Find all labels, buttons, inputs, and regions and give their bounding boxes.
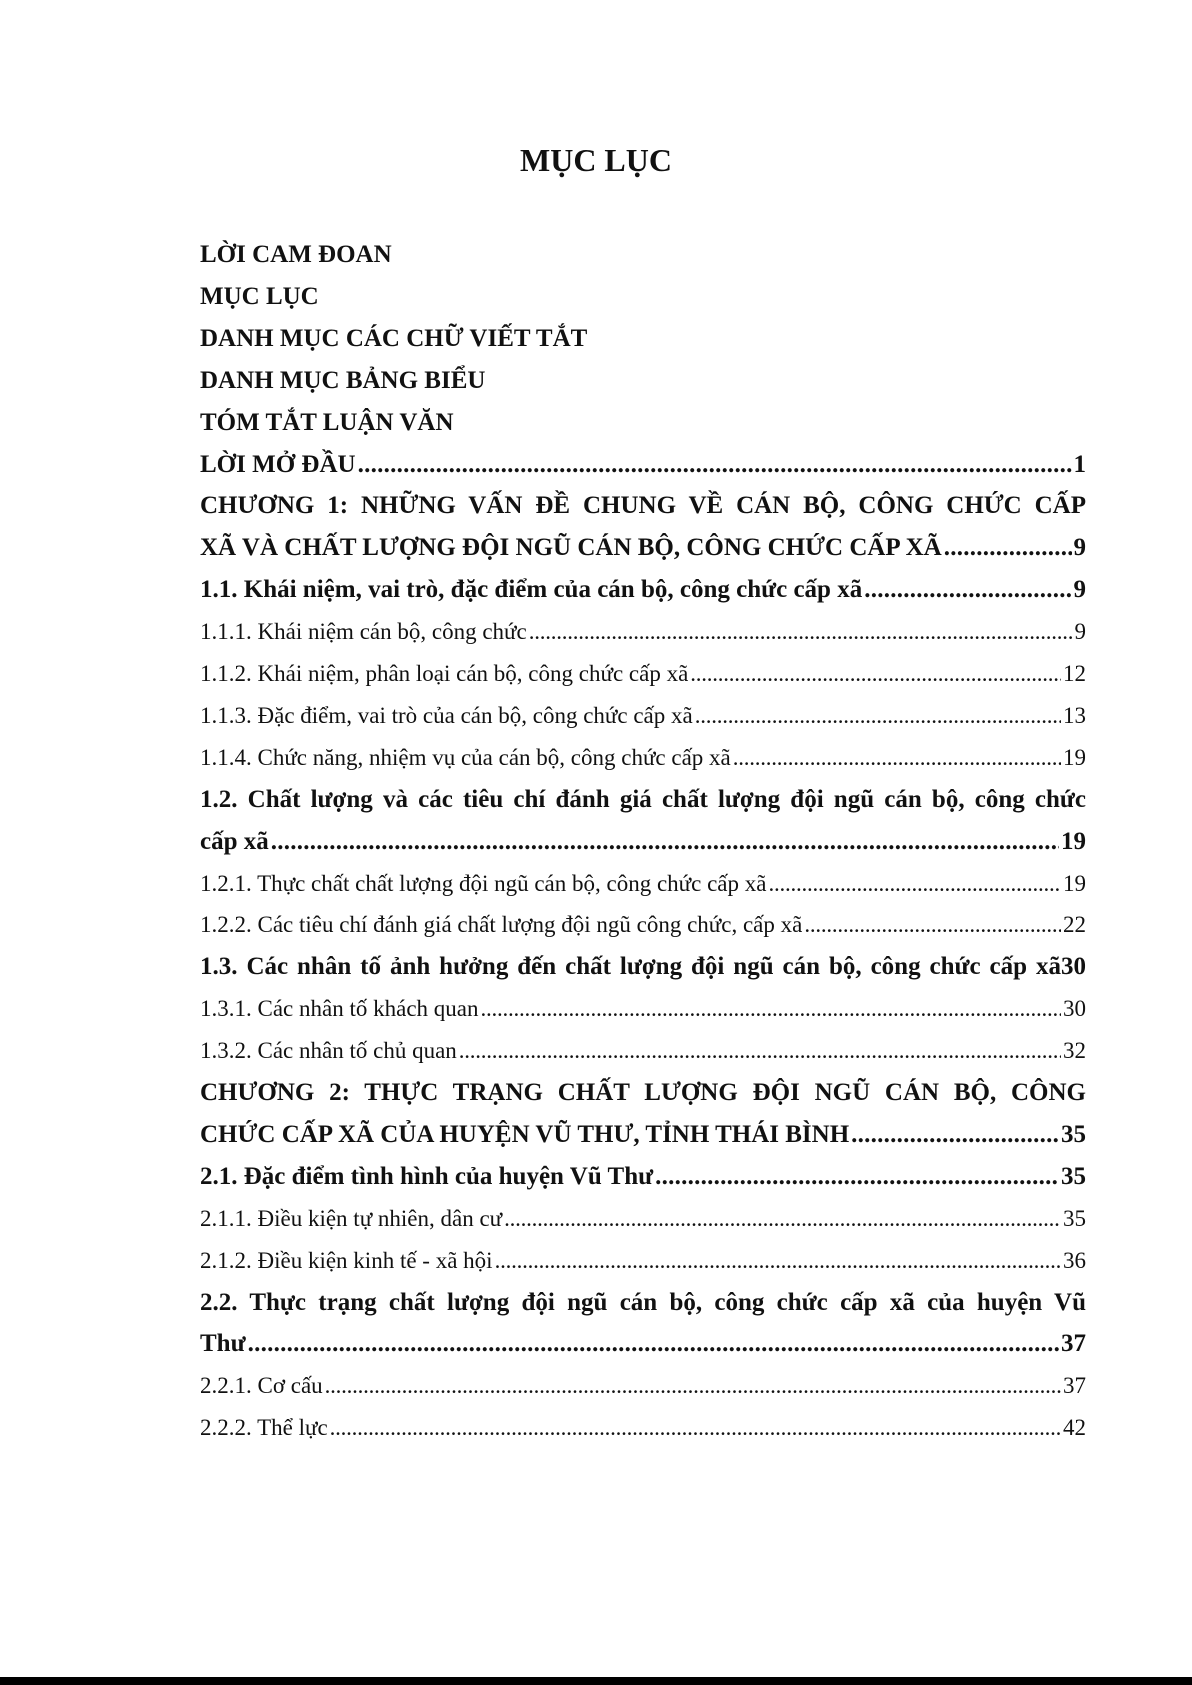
toc-entry xyxy=(200,609,1086,654)
toc-entry xyxy=(200,442,1086,487)
toc-entry-title: CHƯƠNG 2: THỰC TRẠNG CHẤT LƯỢNG ĐỘI NGŨ CÁN BỘ, CÔNG xyxy=(200,1079,1086,1106)
toc-entry-title: 1.2. Chất lượng và các tiêu chí đánh giá chất lượng đội ngũ cán bộ, công chức xyxy=(200,785,1086,813)
toc-entry xyxy=(200,1238,1086,1283)
dot-leader xyxy=(851,1112,1059,1157)
toc-entry-title: LỜI CAM ĐOAN xyxy=(200,241,392,268)
toc-entry xyxy=(200,1321,1086,1366)
dot-leader xyxy=(358,442,1072,487)
dot-leader xyxy=(944,525,1072,570)
page-bottom-edge xyxy=(0,1677,1192,1685)
toc-entry-page: 22 xyxy=(1063,912,1086,938)
toc-entry xyxy=(200,567,1086,612)
toc-entry-page: 32 xyxy=(1063,1038,1086,1064)
toc-entry-title: 1.3.1. Các nhân tố khách quan xyxy=(200,996,479,1022)
dot-leader xyxy=(804,902,1061,947)
toc-entry-page: 37 xyxy=(1063,1373,1086,1399)
toc-entry xyxy=(200,986,1086,1031)
toc-entry-title: 1.1. Khái niệm, vai trò, đặc điểm của cán bộ, công chức cấp xã xyxy=(200,576,863,604)
toc-entry xyxy=(200,1070,1086,1115)
dot-leader xyxy=(768,861,1061,906)
dot-leader xyxy=(504,1196,1061,1241)
toc-entry-title: 1.1.1. Khái niệm cán bộ, công chức xyxy=(200,619,527,645)
toc-entry-page: 35 xyxy=(1063,1205,1086,1231)
toc-entry xyxy=(200,525,1086,570)
toc-entry xyxy=(200,232,1086,277)
toc-entry-title: CHƯƠNG 1: NHỮNG VẤN ĐỀ CHUNG VỀ CÁN BỘ, CÔNG CHỨC CẤP xyxy=(200,492,1086,520)
toc-entry-page: 37 xyxy=(1061,1330,1086,1358)
dot-leader xyxy=(248,1321,1059,1366)
toc-entry xyxy=(200,1363,1086,1408)
toc-entry-title: 1.3.2. Các nhân tố chủ quan xyxy=(200,1038,457,1064)
dot-leader xyxy=(529,609,1073,654)
toc-entry xyxy=(200,861,1086,906)
dot-leader xyxy=(695,693,1061,738)
dot-leader xyxy=(330,1405,1061,1450)
toc-entry xyxy=(200,274,1086,319)
toc-entry-page: 19 xyxy=(1061,827,1086,855)
toc-entry-title: DANH MỤC CÁC CHỮ VIẾT TẮT xyxy=(200,324,588,352)
toc-entry-title: 1.3. Các nhân tố ảnh hưởng đến chất lượng đội ngũ cán bộ, công chức cấp xã30 xyxy=(200,953,1086,981)
toc-entry-page: 9 xyxy=(1074,619,1086,645)
toc-entry-title: 1.1.3. Đặc điểm, vai trò của cán bộ, công chức cấp xã xyxy=(200,702,693,728)
dot-leader xyxy=(733,735,1061,780)
toc-entry-page: 13 xyxy=(1063,702,1086,728)
page-title: MỤC LỤC xyxy=(520,142,672,178)
toc-entry xyxy=(200,944,1086,989)
toc-entry xyxy=(200,902,1086,947)
toc-entry xyxy=(200,483,1086,528)
toc-entry-page: 35 xyxy=(1061,1162,1086,1190)
toc-entry-page: 1 xyxy=(1073,450,1086,478)
dot-leader xyxy=(480,986,1061,1031)
toc-entry-title: 2.2.1. Cơ cấu xyxy=(200,1373,323,1399)
toc-entry-title: 1.2.2. Các tiêu chí đánh giá chất lượng đội ngũ công chức, cấp xã xyxy=(200,912,803,938)
toc-entry xyxy=(200,1405,1086,1450)
toc-entry-page: 42 xyxy=(1063,1415,1086,1441)
dot-leader xyxy=(655,1154,1059,1199)
toc-entry-page: 19 xyxy=(1063,744,1086,770)
toc-entry-page: 19 xyxy=(1063,870,1086,896)
toc-entry-page: 36 xyxy=(1063,1247,1086,1273)
toc-entry xyxy=(200,735,1086,780)
dot-leader xyxy=(271,819,1059,864)
toc-entry-title: LỜI MỞ ĐẦU xyxy=(200,450,356,478)
toc-entry-title: cấp xã xyxy=(200,827,269,855)
toc-entry-title: 1.1.2. Khái niệm, phân loại cán bộ, công chức cấp xã xyxy=(200,661,689,686)
toc-entry-page: 35 xyxy=(1061,1120,1086,1148)
toc-entry-page: 30 xyxy=(1063,996,1086,1022)
toc-entry xyxy=(200,1154,1086,1199)
toc-entry-title: 1.1.4. Chức năng, nhiệm vụ của cán bộ, công chức cấp xã xyxy=(200,744,731,770)
toc-entry-title: DANH MỤC BẢNG BIỂU xyxy=(200,366,486,394)
toc-entry xyxy=(200,1280,1086,1325)
toc-entry xyxy=(200,651,1086,696)
dot-leader xyxy=(495,1238,1061,1283)
dot-leader xyxy=(325,1363,1061,1408)
toc-entry-title: 2.2. Thực trạng chất lượng đội ngũ cán bộ, công chức cấp xã của huyện Vũ xyxy=(200,1288,1086,1316)
toc-entry-page: 12 xyxy=(1063,661,1086,686)
toc-entry-title: Thư xyxy=(200,1330,246,1358)
toc-entry-title: TÓM TẮT LUẬN VĂN xyxy=(200,408,454,436)
toc-entry-page: 9 xyxy=(1073,576,1086,604)
toc-entry xyxy=(200,1112,1086,1157)
toc-entry xyxy=(200,777,1086,822)
toc-entry xyxy=(200,358,1086,403)
toc-entry-title: 1.2.1. Thực chất chất lượng đội ngũ cán bộ, công chức cấp xã xyxy=(200,870,767,896)
toc-entry xyxy=(200,1196,1086,1241)
toc-entry-page: 9 xyxy=(1073,534,1086,562)
toc-entry-title: XÃ VÀ CHẤT LƯỢNG ĐỘI NGŨ CÁN BỘ, CÔNG CHỨC CẤP XÃ xyxy=(200,534,942,562)
toc-entry-title: 2.1.1. Điều kiện tự nhiên, dân cư xyxy=(200,1205,503,1231)
toc-entry-title: CHỨC CẤP XÃ CỦA HUYỆN VŨ THƯ, TỈNH THÁI BÌNH xyxy=(200,1120,850,1148)
dot-leader xyxy=(459,1028,1061,1073)
toc-entry xyxy=(200,400,1086,445)
toc-entry xyxy=(200,693,1086,738)
toc-entry-title: MỤC LỤC xyxy=(200,282,319,310)
toc-entry xyxy=(200,316,1086,361)
toc-entry-title: 2.1.2. Điều kiện kinh tế - xã hội xyxy=(200,1247,493,1273)
dot-leader xyxy=(864,567,1071,612)
toc-entry-title: 2.2.2. Thể lực xyxy=(200,1415,328,1441)
toc-entry-title: 2.1. Đặc điểm tình hình của huyện Vũ Thư xyxy=(200,1162,654,1190)
toc-entry xyxy=(200,1028,1086,1073)
toc-entry xyxy=(200,819,1086,864)
dot-leader xyxy=(690,651,1061,696)
